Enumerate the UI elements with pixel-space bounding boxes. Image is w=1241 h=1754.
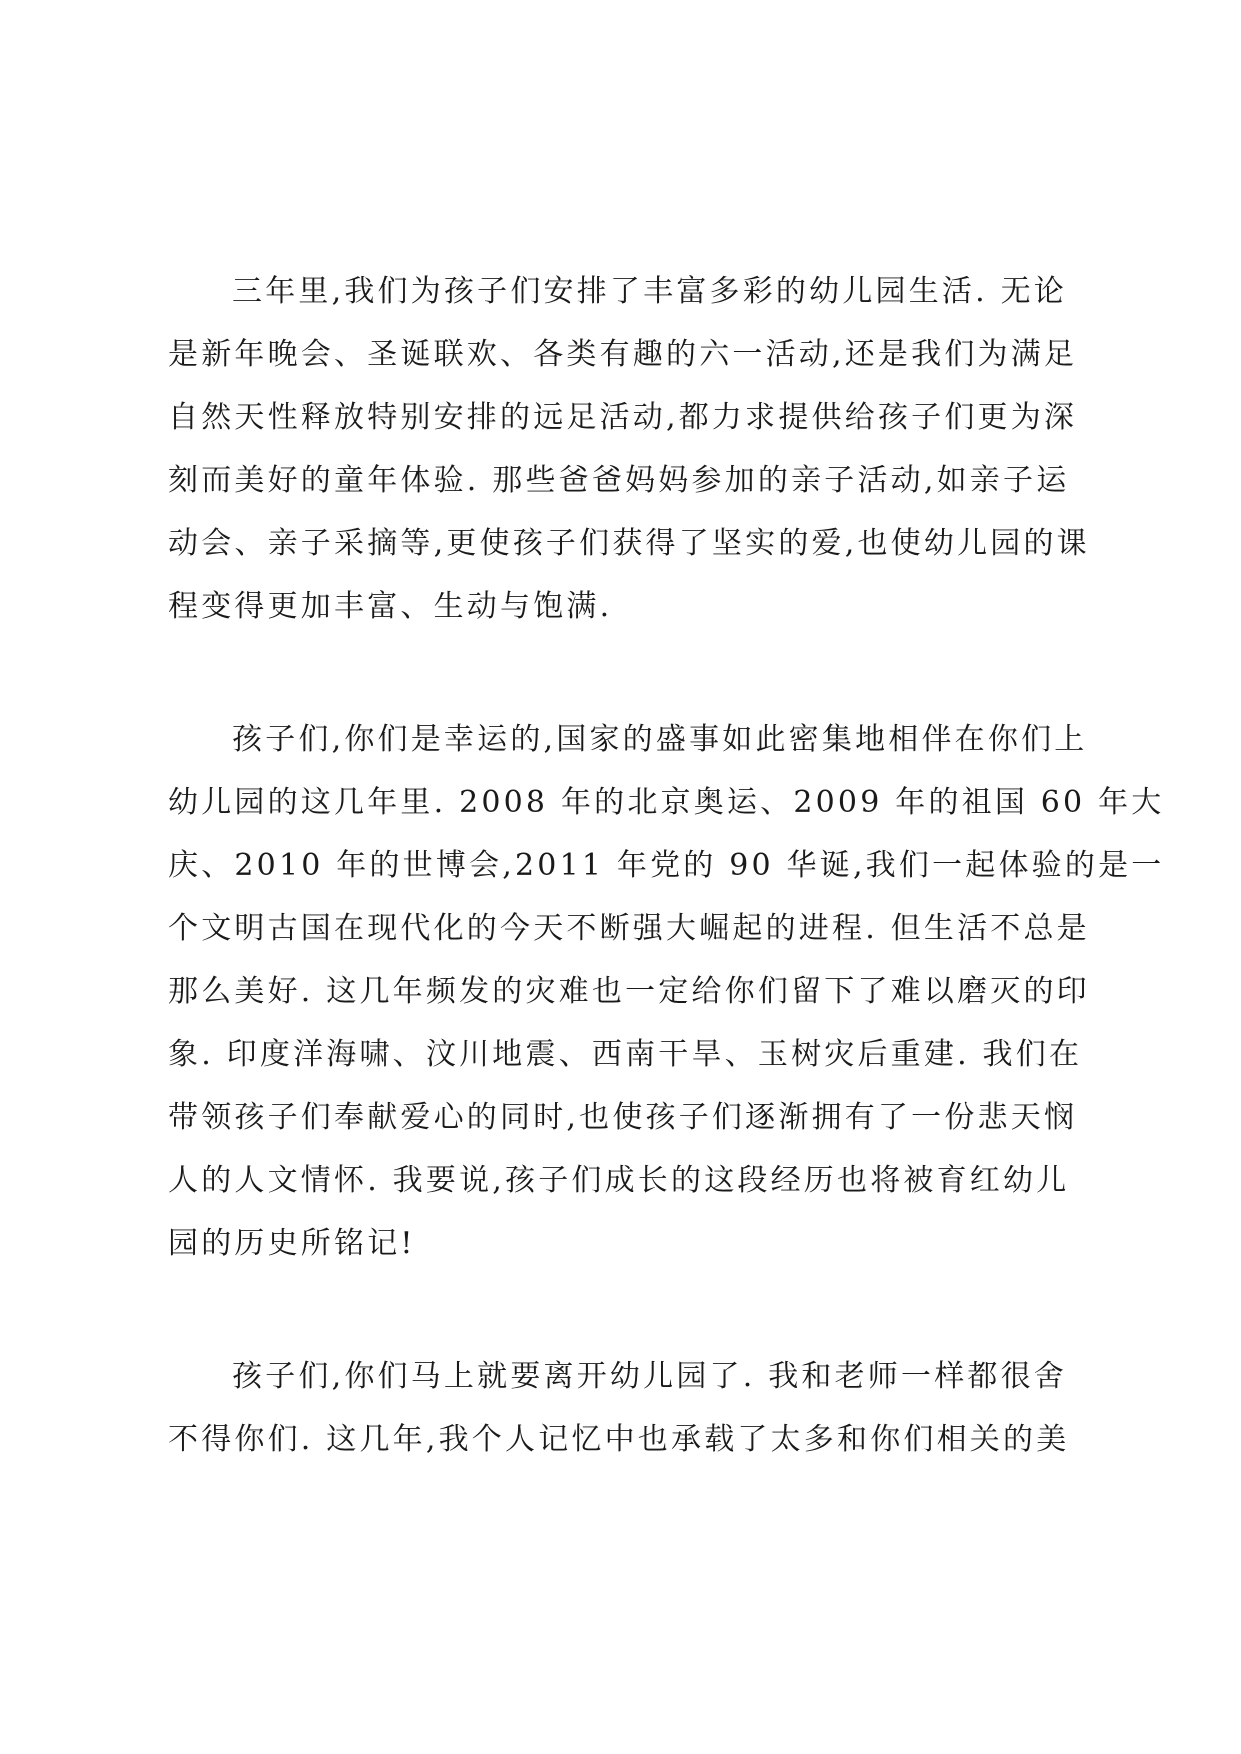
text-line: 象. 印度洋海啸、汶川地震、西南干旱、玉树灾后重建. 我们在 (168, 1037, 1083, 1072)
text-line: 程变得更加丰富、生动与饱满. (168, 589, 613, 624)
text-line: 个文明古国在现代化的今天不断强大崛起的进程. 但生活不总是 (168, 911, 1090, 946)
paragraph-national-events (168, 708, 1165, 1275)
text-line: 不得你们. 这几年,我个人记忆中也承载了太多和你们相关的美 (168, 1422, 1070, 1457)
paragraph-activities (168, 260, 1098, 638)
text-line: 孩子们,你们马上就要离开幼儿园了. 我和老师一样都很舍 (232, 1359, 1068, 1394)
text-line: 是新年晚会、圣诞联欢、各类有趣的六一活动,还是我们为满足 (168, 337, 1078, 372)
text-line: 三年里,我们为孩子们安排了丰富多彩的幼儿园生活. 无论 (232, 274, 1068, 309)
document-body (168, 260, 1165, 1541)
text-line: 那么美好. 这几年频发的灾难也一定给你们留下了难以磨灭的印 (168, 974, 1090, 1009)
text-line: 幼儿园的这几年里. 2008 年的北京奥运、2009 年的祖国 60 年大 (168, 785, 1165, 820)
text-line: 带领孩子们奉献爱心的同时,也使孩子们逐渐拥有了一份悲天悯 (168, 1100, 1078, 1135)
paragraph-farewell (168, 1345, 1098, 1471)
text-line: 刻而美好的童年体验. 那些爸爸妈妈参加的亲子活动,如亲子运 (168, 463, 1070, 498)
text-line: 园的历史所铭记! (168, 1226, 416, 1261)
text-line: 动会、亲子采摘等,更使孩子们获得了坚实的爱,也使幼儿园的课 (168, 526, 1090, 561)
text-line: 人的人文情怀. 我要说,孩子们成长的这段经历也将被育红幼儿 (168, 1163, 1070, 1198)
text-line: 自然天性释放特别安排的远足活动,都力求提供给孩子们更为深 (168, 400, 1078, 435)
text-line: 孩子们,你们是幸运的,国家的盛事如此密集地相伴在你们上 (232, 722, 1088, 757)
text-line: 庆、2010 年的世博会,2011 年党的 90 华诞,我们一起体验的是一 (168, 848, 1165, 883)
